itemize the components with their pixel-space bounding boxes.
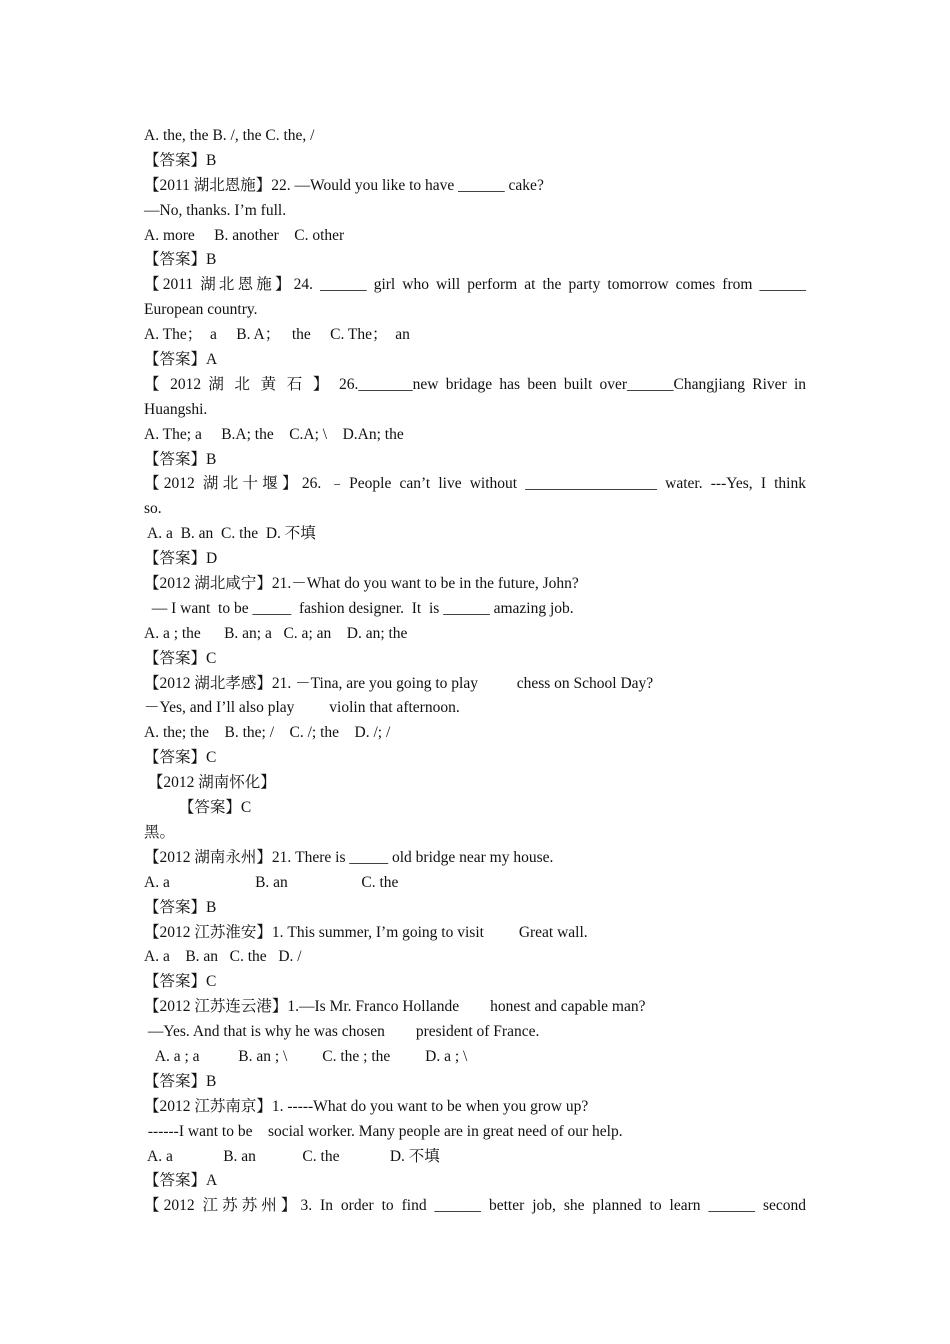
answer-line: 【答案】C [144, 649, 217, 667]
text-line: ------I want to be social worker. Many people are in great need of our help. [144, 1122, 623, 1140]
options-line: A. The； a B. A； the C. The； an [144, 326, 410, 344]
document-body [144, 124, 806, 1219]
question-line: 【2012 湖南永州】21. There is _____ old bridge near my house. [144, 848, 554, 866]
answer-line: 【答案】C [144, 799, 252, 817]
options-line: A. a B. an C. the D. / [144, 948, 302, 966]
options-line: A. more B. another C. other [144, 226, 345, 244]
options-line: A. the; the B. the; / C. /; the D. /; / [144, 724, 391, 742]
answer-line: 【答案】A [144, 351, 218, 369]
question-line: 【2011 湖北恩施】24. ______ girl who will perform at the party tomorrow comes from ______ [144, 276, 806, 294]
question-line: 【2012 湖南怀化】 [144, 774, 276, 792]
question-line: 【2012 湖北孝感】21. －Tina, are you going to play chess on School Day? [144, 674, 654, 692]
question-line: 【2012 江苏南京】1. -----What do you want to be when you grow up? [144, 1097, 589, 1115]
question-line: 【2012 江苏连云港】1.—Is Mr. Franco Hollande honest and capable man? [144, 998, 646, 1016]
text-line: Huangshi. [144, 400, 208, 418]
text-line: A. the, the B. /, the C. the, / [144, 127, 315, 144]
text-line: －Yes, and I’ll also play violin that afternoon. [144, 699, 460, 717]
text-line: 黑。 [144, 823, 176, 841]
options-line: A. a B. an C. the D. 不填 [144, 1147, 440, 1165]
answer-line: 【答案】B [144, 450, 217, 468]
text-line: — I want to be _____ fashion designer. It is ______ amazing job. [144, 599, 574, 617]
answer-line: 【答案】D [144, 550, 218, 568]
answer-line: 【答案】B [144, 251, 217, 269]
question-line: 【2011 湖北恩施】22. —Would you like to have ______ cake? [144, 176, 544, 194]
question-line: 【 2012 湖 北 黄 石 】 26._______new bridage has been built over______Changjiang River in [144, 375, 806, 393]
options-line: A. a B. an C. the D. 不填 [144, 525, 316, 543]
answer-line: 【答案】B [144, 1072, 217, 1090]
answer-line: 【答案】A [144, 1172, 218, 1190]
text-line: —Yes. And that is why he was chosen president of France. [144, 1023, 540, 1041]
options-line: A. a B. an C. the [144, 873, 399, 891]
question-line: 【2012 湖北咸宁】21.－What do you want to be in the future, John? [144, 575, 579, 593]
answer-line: 【答案】C [144, 973, 217, 991]
question-line: 【2012 湖北十堰】26. ﹣People can’t live without _________________ water. ---Yes, I think [144, 475, 806, 493]
text-line: —No, thanks. I’m full. [144, 201, 287, 219]
text-line: so. [144, 500, 162, 518]
answer-line: 【答案】C [144, 749, 217, 767]
answer-line: 【答案】B [144, 151, 217, 169]
options-line: A. The; a B.A; the C.A; \ D.An; the [144, 425, 404, 443]
options-line: A. a ; a B. an ; \ C. the ; the D. a ; \ [144, 1047, 468, 1065]
answer-line: 【答案】B [144, 898, 217, 916]
question-line: 【2012 江苏苏州】3. In order to find ______ better job, she planned to learn ______ second [144, 1197, 806, 1215]
question-line: 【2012 江苏淮安】1. This summer, I’m going to visit Great wall. [144, 923, 588, 941]
options-line: A. a ; the B. an; a C. a; an D. an; the [144, 624, 408, 642]
text-line: European country. [144, 301, 258, 319]
